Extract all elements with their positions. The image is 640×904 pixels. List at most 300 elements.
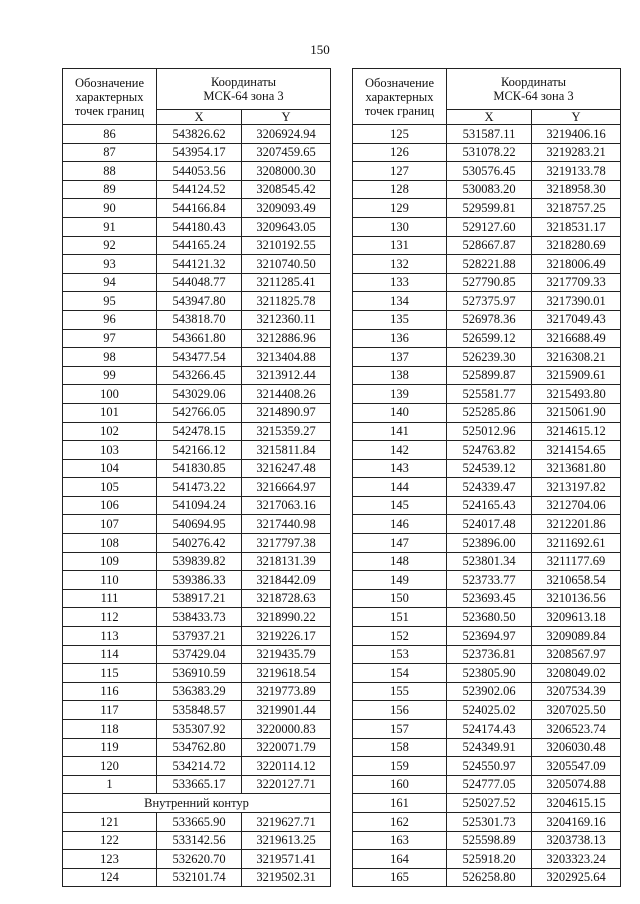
- y-cell: 3215359.27: [242, 422, 331, 441]
- table-row: [63, 757, 331, 776]
- x-cell: 543826.62: [157, 125, 242, 144]
- table-row: [353, 496, 621, 515]
- point-id-cell: 96: [63, 310, 157, 329]
- right-table-body: [353, 125, 621, 887]
- table-row: [63, 162, 331, 181]
- x-cell: 535307.92: [157, 720, 242, 739]
- table-row: [63, 292, 331, 311]
- x-cell: 536383.29: [157, 682, 242, 701]
- y-cell: 3219613.25: [242, 831, 331, 850]
- x-cell: 530083.20: [447, 180, 532, 199]
- point-id-cell: 111: [63, 589, 157, 608]
- x-cell: 541094.24: [157, 496, 242, 515]
- y-cell: 3213912.44: [242, 366, 331, 385]
- y-cell: 3206523.74: [532, 720, 621, 739]
- x-cell: 526978.36: [447, 310, 532, 329]
- table-row: [353, 162, 621, 181]
- point-label-header: Обозначение характерных точек границ: [63, 69, 157, 125]
- table-row: [353, 459, 621, 478]
- x-cell: 536910.59: [157, 664, 242, 683]
- x-cell: 543477.54: [157, 348, 242, 367]
- point-id-cell: 140: [353, 403, 447, 422]
- x-cell: 527790.85: [447, 273, 532, 292]
- table-row: [353, 348, 621, 367]
- point-id-cell: 94: [63, 273, 157, 292]
- y-cell: 3219283.21: [532, 143, 621, 162]
- x-cell: 523733.77: [447, 571, 532, 590]
- y-cell: 3213404.88: [242, 348, 331, 367]
- y-cell: 3211285.41: [242, 273, 331, 292]
- y-cell: 3220114.12: [242, 757, 331, 776]
- coordinates-table-left: [62, 68, 331, 887]
- coords-header: [447, 69, 621, 110]
- x-cell: 543029.06: [157, 385, 242, 404]
- table-row: [353, 255, 621, 274]
- y-cell: 3217709.33: [532, 273, 621, 292]
- table-row: [353, 571, 621, 590]
- point-id-cell: 104: [63, 459, 157, 478]
- y-cell: 3217797.38: [242, 534, 331, 553]
- point-id-cell: 164: [353, 850, 447, 869]
- table-row: [353, 627, 621, 646]
- point-id-cell: 129: [353, 199, 447, 218]
- x-cell: 530576.45: [447, 162, 532, 181]
- y-cell: 3212360.11: [242, 310, 331, 329]
- table-row: [353, 831, 621, 850]
- y-cell: 3218006.49: [532, 255, 621, 274]
- point-id-cell: 90: [63, 199, 157, 218]
- x-cell: 524017.48: [447, 515, 532, 534]
- x-cell: 524539.12: [447, 459, 532, 478]
- y-cell: 3209089.84: [532, 627, 621, 646]
- point-id-cell: 89: [63, 180, 157, 199]
- x-cell: 534762.80: [157, 738, 242, 757]
- x-cell: 524174.43: [447, 720, 532, 739]
- table-row: [353, 292, 621, 311]
- x-cell: 525285.86: [447, 403, 532, 422]
- x-cell: 533142.56: [157, 831, 242, 850]
- point-id-cell: 134: [353, 292, 447, 311]
- x-cell: 541473.22: [157, 478, 242, 497]
- table-row: [63, 589, 331, 608]
- y-cell: 3212886.96: [242, 329, 331, 348]
- point-id-cell: 160: [353, 775, 447, 794]
- point-id-cell: 162: [353, 812, 447, 831]
- y-cell: 3216308.21: [532, 348, 621, 367]
- table-row: [63, 534, 331, 553]
- point-id-cell: 149: [353, 571, 447, 590]
- coords-title: Координаты: [500, 75, 567, 89]
- x-cell: 537429.04: [157, 645, 242, 664]
- table-row: [353, 385, 621, 404]
- table-row: [63, 348, 331, 367]
- left-table-body: [63, 125, 331, 887]
- x-cell: 540276.42: [157, 534, 242, 553]
- table-row: [353, 534, 621, 553]
- table-row: [63, 850, 331, 869]
- point-id-cell: 155: [353, 682, 447, 701]
- inner-contour-label: Внутренний контур: [63, 794, 331, 813]
- y-cell: 3215493.80: [532, 385, 621, 404]
- y-cell: 3213197.82: [532, 478, 621, 497]
- point-id-cell: 127: [353, 162, 447, 181]
- x-cell: 544048.77: [157, 273, 242, 292]
- y-cell: 3213681.80: [532, 459, 621, 478]
- point-id-cell: 106: [63, 496, 157, 515]
- point-id-cell: 142: [353, 441, 447, 460]
- point-id-cell: 109: [63, 552, 157, 571]
- y-cell: 3216247.48: [242, 459, 331, 478]
- table-row: [353, 608, 621, 627]
- point-id-cell: 141: [353, 422, 447, 441]
- point-id-cell: 153: [353, 645, 447, 664]
- point-id-cell: 117: [63, 701, 157, 720]
- x-cell: 524349.91: [447, 738, 532, 757]
- x-cell: 531587.11: [447, 125, 532, 144]
- point-id-cell: 121: [63, 812, 157, 831]
- table-row: [63, 664, 331, 683]
- point-id-cell: 124: [63, 868, 157, 887]
- y-cell: 3214615.12: [532, 422, 621, 441]
- x-cell: 529127.60: [447, 217, 532, 236]
- point-id-cell: 116: [63, 682, 157, 701]
- x-cell: 543266.45: [157, 366, 242, 385]
- y-cell: 3205074.88: [532, 775, 621, 794]
- x-cell: 523902.06: [447, 682, 532, 701]
- point-id-cell: 92: [63, 236, 157, 255]
- y-header: Y: [242, 110, 331, 125]
- y-cell: 3216688.49: [532, 329, 621, 348]
- point-id-cell: 159: [353, 757, 447, 776]
- table-row: [63, 441, 331, 460]
- x-cell: 532101.74: [157, 868, 242, 887]
- point-id-cell: 1: [63, 775, 157, 794]
- table-row: [353, 273, 621, 292]
- table-row: [353, 366, 621, 385]
- y-cell: 3207534.39: [532, 682, 621, 701]
- y-cell: 3219435.79: [242, 645, 331, 664]
- y-cell: 3210192.55: [242, 236, 331, 255]
- x-cell: 524339.47: [447, 478, 532, 497]
- point-id-cell: 135: [353, 310, 447, 329]
- x-cell: 544166.84: [157, 199, 242, 218]
- table-row: [353, 589, 621, 608]
- point-id-cell: 86: [63, 125, 157, 144]
- y-cell: 3217440.98: [242, 515, 331, 534]
- point-id-cell: 98: [63, 348, 157, 367]
- x-cell: 539386.33: [157, 571, 242, 590]
- y-cell: 3218442.09: [242, 571, 331, 590]
- y-cell: 3219406.16: [532, 125, 621, 144]
- x-cell: 538433.73: [157, 608, 242, 627]
- x-cell: 532620.70: [157, 850, 242, 869]
- table-row: [353, 812, 621, 831]
- x-cell: 534214.72: [157, 757, 242, 776]
- x-cell: 543818.70: [157, 310, 242, 329]
- table-row: [63, 701, 331, 720]
- x-cell: 535848.57: [157, 701, 242, 720]
- x-cell: 524777.05: [447, 775, 532, 794]
- y-cell: 3204169.16: [532, 812, 621, 831]
- y-cell: 3210658.54: [532, 571, 621, 590]
- x-cell: 524025.02: [447, 701, 532, 720]
- y-cell: 3218728.63: [242, 589, 331, 608]
- x-header: X: [157, 110, 242, 125]
- point-id-cell: 100: [63, 385, 157, 404]
- table-row: [63, 329, 331, 348]
- x-cell: 524165.43: [447, 496, 532, 515]
- table-row: [63, 310, 331, 329]
- point-id-cell: 133: [353, 273, 447, 292]
- x-cell: 525012.96: [447, 422, 532, 441]
- table-row: [63, 738, 331, 757]
- x-cell: 544053.56: [157, 162, 242, 181]
- table-row: [63, 273, 331, 292]
- point-id-cell: 128: [353, 180, 447, 199]
- point-id-cell: 130: [353, 217, 447, 236]
- x-cell: 523896.00: [447, 534, 532, 553]
- y-cell: 3203738.13: [532, 831, 621, 850]
- point-id-cell: 93: [63, 255, 157, 274]
- y-cell: 3212704.06: [532, 496, 621, 515]
- point-id-cell: 161: [353, 794, 447, 813]
- x-cell: 527375.97: [447, 292, 532, 311]
- point-id-cell: 122: [63, 831, 157, 850]
- x-cell: 541830.85: [157, 459, 242, 478]
- table-row: [353, 645, 621, 664]
- point-id-cell: 145: [353, 496, 447, 515]
- point-id-cell: 158: [353, 738, 447, 757]
- point-id-cell: 138: [353, 366, 447, 385]
- x-cell: 525918.20: [447, 850, 532, 869]
- x-cell: 544121.32: [157, 255, 242, 274]
- point-id-cell: 125: [353, 125, 447, 144]
- y-cell: 3216664.97: [242, 478, 331, 497]
- x-cell: 539839.82: [157, 552, 242, 571]
- x-cell: 525027.52: [447, 794, 532, 813]
- y-cell: 3209093.49: [242, 199, 331, 218]
- point-id-cell: 101: [63, 403, 157, 422]
- y-cell: 3207025.50: [532, 701, 621, 720]
- y-cell: 3208049.02: [532, 664, 621, 683]
- table-row: [63, 552, 331, 571]
- table-row: [63, 831, 331, 850]
- table-row: [353, 310, 621, 329]
- table-row: [353, 701, 621, 720]
- point-id-cell: 154: [353, 664, 447, 683]
- point-id-cell: 119: [63, 738, 157, 757]
- point-id-cell: 97: [63, 329, 157, 348]
- table-row: [63, 478, 331, 497]
- coords-subtitle: МСК-64 зона 3: [203, 89, 284, 103]
- y-cell: 3214890.97: [242, 403, 331, 422]
- point-id-cell: 151: [353, 608, 447, 627]
- table-row: [63, 143, 331, 162]
- point-id-cell: 95: [63, 292, 157, 311]
- table-row: [63, 255, 331, 274]
- point-id-cell: 150: [353, 589, 447, 608]
- point-id-cell: 136: [353, 329, 447, 348]
- point-id-cell: 146: [353, 515, 447, 534]
- y-cell: 3219133.78: [532, 162, 621, 181]
- point-id-cell: 126: [353, 143, 447, 162]
- y-cell: 3208545.42: [242, 180, 331, 199]
- x-cell: 542166.12: [157, 441, 242, 460]
- table-row: [353, 217, 621, 236]
- x-cell: 523736.81: [447, 645, 532, 664]
- y-cell: 3214408.26: [242, 385, 331, 404]
- table-row: [63, 180, 331, 199]
- y-cell: 3214154.65: [532, 441, 621, 460]
- table-row: [63, 385, 331, 404]
- y-cell: 3208567.97: [532, 645, 621, 664]
- y-cell: 3217049.43: [532, 310, 621, 329]
- x-cell: 525899.87: [447, 366, 532, 385]
- y-cell: 3218280.69: [532, 236, 621, 255]
- table-row: [353, 403, 621, 422]
- table-row: [353, 682, 621, 701]
- table-row: [63, 496, 331, 515]
- y-cell: 3212201.86: [532, 515, 621, 534]
- coordinates-table-right: [352, 68, 621, 887]
- y-cell: 3219571.41: [242, 850, 331, 869]
- x-cell: 529599.81: [447, 199, 532, 218]
- y-cell: 3217390.01: [532, 292, 621, 311]
- x-cell: 523805.90: [447, 664, 532, 683]
- point-id-cell: 88: [63, 162, 157, 181]
- table-row: [63, 515, 331, 534]
- page-number: 150: [310, 42, 330, 57]
- table-row: [63, 868, 331, 887]
- table-row: [63, 775, 331, 794]
- y-cell: 3219901.44: [242, 701, 331, 720]
- table-row: [353, 868, 621, 887]
- point-id-cell: 132: [353, 255, 447, 274]
- x-cell: 523693.45: [447, 589, 532, 608]
- table-row: [63, 236, 331, 255]
- point-id-cell: 156: [353, 701, 447, 720]
- y-cell: 3211825.78: [242, 292, 331, 311]
- x-cell: 526258.80: [447, 868, 532, 887]
- x-cell: 537937.21: [157, 627, 242, 646]
- coords-header: [157, 69, 331, 110]
- x-cell: 524550.97: [447, 757, 532, 776]
- table-row: [63, 645, 331, 664]
- point-id-cell: 118: [63, 720, 157, 739]
- x-cell: 525581.77: [447, 385, 532, 404]
- x-cell: 543661.80: [157, 329, 242, 348]
- table-row: [353, 775, 621, 794]
- table-row: [353, 125, 621, 144]
- point-id-cell: 102: [63, 422, 157, 441]
- y-cell: 3209643.05: [242, 217, 331, 236]
- table-row: [353, 329, 621, 348]
- table-row: [63, 403, 331, 422]
- y-cell: 3215061.90: [532, 403, 621, 422]
- table-row: [63, 459, 331, 478]
- table-row: [63, 366, 331, 385]
- x-cell: 526239.30: [447, 348, 532, 367]
- point-id-cell: 147: [353, 534, 447, 553]
- table-row: [63, 422, 331, 441]
- y-cell: 3209613.18: [532, 608, 621, 627]
- y-cell: 3218531.17: [532, 217, 621, 236]
- table-row: [353, 757, 621, 776]
- x-header: X: [447, 110, 532, 125]
- y-cell: 3218958.30: [532, 180, 621, 199]
- coords-subtitle: МСК-64 зона 3: [493, 89, 574, 103]
- point-id-cell: 139: [353, 385, 447, 404]
- point-label-header: Обозначение характерных точек границ: [353, 69, 447, 125]
- y-cell: 3220000.83: [242, 720, 331, 739]
- y-cell: 3204615.15: [532, 794, 621, 813]
- x-cell: 525301.73: [447, 812, 532, 831]
- x-cell: 540694.95: [157, 515, 242, 534]
- x-cell: 544165.24: [157, 236, 242, 255]
- table-row: [353, 738, 621, 757]
- point-id-cell: 152: [353, 627, 447, 646]
- point-id-cell: 108: [63, 534, 157, 553]
- x-cell: 525598.89: [447, 831, 532, 850]
- point-id-cell: 163: [353, 831, 447, 850]
- point-id-cell: 165: [353, 868, 447, 887]
- x-cell: 543954.17: [157, 143, 242, 162]
- point-id-cell: 87: [63, 143, 157, 162]
- table-row: [353, 850, 621, 869]
- point-id-cell: 137: [353, 348, 447, 367]
- point-id-cell: 144: [353, 478, 447, 497]
- y-header: Y: [532, 110, 621, 125]
- table-row: [63, 608, 331, 627]
- point-id-cell: 105: [63, 478, 157, 497]
- table-row: [63, 627, 331, 646]
- y-cell: 3217063.16: [242, 496, 331, 515]
- y-cell: 3218131.39: [242, 552, 331, 571]
- y-cell: 3219627.71: [242, 812, 331, 831]
- y-cell: 3218757.25: [532, 199, 621, 218]
- point-id-cell: 115: [63, 664, 157, 683]
- x-cell: 542766.05: [157, 403, 242, 422]
- x-cell: 542478.15: [157, 422, 242, 441]
- x-cell: 528667.87: [447, 236, 532, 255]
- point-id-cell: 148: [353, 552, 447, 571]
- point-id-cell: 112: [63, 608, 157, 627]
- point-id-cell: 113: [63, 627, 157, 646]
- y-cell: 3219502.31: [242, 868, 331, 887]
- y-cell: 3206030.48: [532, 738, 621, 757]
- y-cell: 3220071.79: [242, 738, 331, 757]
- point-id-cell: 123: [63, 850, 157, 869]
- x-cell: 528221.88: [447, 255, 532, 274]
- inner-contour-row: [63, 794, 331, 813]
- x-cell: 523680.50: [447, 608, 532, 627]
- table-row: [353, 552, 621, 571]
- y-cell: 3219618.54: [242, 664, 331, 683]
- table-row: [353, 180, 621, 199]
- table-row: [353, 664, 621, 683]
- table-row: [353, 143, 621, 162]
- x-cell: 544124.52: [157, 180, 242, 199]
- y-cell: 3210740.50: [242, 255, 331, 274]
- table-row: [63, 571, 331, 590]
- y-cell: 3211177.69: [532, 552, 621, 571]
- point-id-cell: 131: [353, 236, 447, 255]
- table-row: [353, 478, 621, 497]
- table-row: [353, 422, 621, 441]
- point-id-cell: 107: [63, 515, 157, 534]
- y-cell: 3210136.56: [532, 589, 621, 608]
- y-cell: 3205547.09: [532, 757, 621, 776]
